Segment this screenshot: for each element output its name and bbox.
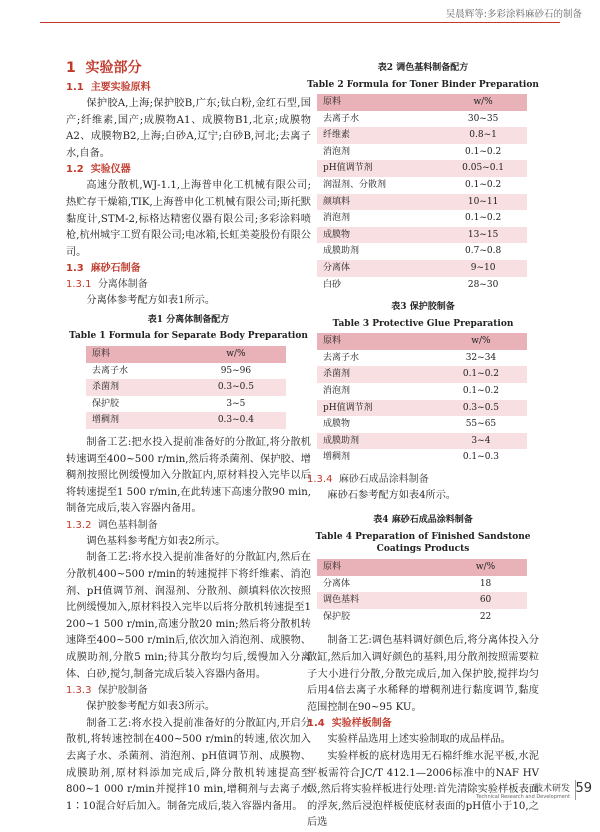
- table-row: [317, 350, 527, 367]
- table-cell: 杀菌剂: [317, 366, 435, 383]
- table-row: [86, 363, 286, 380]
- paragraph-instruments: 高速分散机,WJ-1.1,上海普申化工机械有限公司;热贮存干燥箱,TIK,上海普申化工机械有限公司;斯托默黏度计,STM-2,标格达精密仪器有限公司;多彩涂料喷枪,杭州城宇工贸有限公司;电冰箱,长虹美菱股份有限公司。: [66, 180, 311, 258]
- table1-caption-en: Table 1 Formula for Separate Body Preparation: [69, 331, 308, 342]
- table-cell: 0.1~0.2: [439, 144, 527, 161]
- table-cell: 0.3~0.4: [186, 412, 286, 429]
- table-row: [317, 400, 527, 417]
- table-row: [317, 433, 527, 450]
- table-cell: 28~30: [439, 277, 527, 294]
- paragraph-samples: 实验样品选用上述实验制取的成品样品。: [327, 734, 511, 746]
- table-cell: 消泡剂: [317, 383, 435, 400]
- table-row: [317, 416, 527, 433]
- table-cell: 保护胶: [86, 396, 186, 413]
- table-cell: 消泡剂: [317, 210, 439, 227]
- table-cell: 分离体: [317, 576, 444, 593]
- section-1-3-1-heading: 1.3.1 分离体制备: [66, 279, 148, 291]
- section-1-3-4-heading: 1.3.4 麻砂石成品涂料制备: [307, 473, 429, 485]
- table-row: [317, 260, 527, 277]
- table-cell: 13~15: [439, 227, 527, 244]
- paragraph-table1-ref: 分离体参考配方如表1所示。: [86, 295, 216, 307]
- table3-caption-cn: 表3 保护胶制备: [391, 302, 455, 313]
- table-cell: 22: [444, 609, 527, 626]
- table-cell: 成膜物: [317, 416, 435, 433]
- section-1-1-heading: 1.1 主要实验原料: [66, 82, 151, 93]
- header-rule: [40, 22, 560, 23]
- table-cell: 保护胶: [317, 609, 444, 626]
- table-row: [317, 592, 527, 609]
- table2-caption-en: Table 2 Formula for Toner Binder Preparation: [307, 79, 539, 90]
- journal-name-en: Technical Research and Development: [476, 794, 570, 800]
- table-cell: 白砂: [317, 277, 439, 294]
- table-cell: 增稠剂: [86, 412, 186, 429]
- table-row: [317, 449, 527, 466]
- table-cell: 3~4: [435, 433, 527, 450]
- table-cell: 调色基料: [317, 592, 444, 609]
- table-header-cell: w/%: [435, 333, 527, 350]
- table-cell: 增稠剂: [317, 449, 435, 466]
- paragraph-process-2: 制备工艺:将水投入提前准备好的分散缸内,然后在分散机400~500 r/min的转速搅拌下将纤维素、消泡剂、pH值调节剂、润湿剂、分散剂、颜填料依次按照比例缓慢加入,原材料投入完毕以后将分散机转速提至1 200~1 500 r/min,高速分散20 min;然后将分散机转速降至400~500 r/min后,依次加入消泡剂、成膜物、成膜助剂,分散5 min;待其分散均匀后,缓慢加入分离体、白砂,搅匀,制备完成后装入容器内备用。: [66, 552, 311, 680]
- table-row: [317, 277, 527, 294]
- table-cell: 3~5: [186, 396, 286, 413]
- table4-caption-en: Table 4 Preparation of Finished Sandstone Coatings Products: [315, 531, 531, 555]
- table-cell: 55~65: [435, 416, 527, 433]
- table-header-cell: 原料: [317, 559, 444, 576]
- table-header-cell: 原料: [317, 333, 435, 350]
- table-row: [317, 576, 527, 593]
- section-1-4-heading: 1.4 实验样板制备: [307, 718, 392, 730]
- table-row: [317, 111, 527, 128]
- table-row: [317, 144, 527, 161]
- table-header-row: [317, 559, 527, 576]
- table-cell: 0.3~0.5: [186, 379, 286, 396]
- table-row: [86, 412, 286, 429]
- running-header: 吴晨辉等:多彩涂料麻砂石的制备: [445, 9, 582, 20]
- table-header-cell: w/%: [186, 346, 286, 363]
- table-row: [317, 194, 527, 211]
- table-cell: 成膜助剂: [317, 243, 439, 260]
- table-cell: 0.1~0.2: [435, 366, 527, 383]
- table2: [317, 94, 527, 293]
- table-cell: 0.1~0.3: [435, 449, 527, 466]
- table-cell: 成膜物: [317, 227, 439, 244]
- table-row: [317, 609, 527, 626]
- table-cell: 分离体: [317, 260, 439, 277]
- table-row: [317, 243, 527, 260]
- page-number: 59: [575, 781, 592, 796]
- table-cell: 95~96: [186, 363, 286, 380]
- table-row: [317, 227, 527, 244]
- table-cell: 0.1~0.2: [435, 383, 527, 400]
- table-row: [317, 383, 527, 400]
- table-row: [317, 210, 527, 227]
- journal-name-cn: 技术研发: [533, 784, 570, 794]
- table-cell: 0.05~0.1: [439, 160, 527, 177]
- table-cell: 0.1~0.2: [439, 210, 527, 227]
- table-cell: 0.1~0.2: [439, 177, 527, 194]
- table-cell: 润湿剂、分散剂: [317, 177, 439, 194]
- table-cell: 10~11: [439, 194, 527, 211]
- paragraph-process-4: 制备工艺:调色基料调好颜色后,将分离体投入分散缸,然后加入调好颜色的基料,用分散剂按照需要粒子大小进行分散,分散完成后,加入保护胶,搅拌均匀后用4倍去离子水稀释的增稠剂进行黏度调节,黏度范围控制在90~95 KU。: [307, 635, 539, 713]
- table2-caption-cn: 表2 调色基料制备配方: [377, 63, 469, 73]
- table-row: [317, 160, 527, 177]
- table-cell: 杀菌剂: [86, 379, 186, 396]
- table1-caption-cn: 表1 分离体制备配方: [147, 314, 230, 325]
- right-column: [307, 62, 539, 832]
- table3-caption-en: Table 3 Protective Glue Preparation: [332, 318, 514, 329]
- table3: [317, 333, 527, 466]
- table-cell: pH值调节剂: [317, 160, 439, 177]
- table-cell: 纤维素: [317, 127, 439, 144]
- table-header-row: [86, 346, 286, 363]
- table-row: [317, 127, 527, 144]
- table-cell: 0.8~1: [439, 127, 527, 144]
- table-header-cell: w/%: [439, 94, 527, 111]
- paragraph-table2-ref: 调色基料参考配方如表2所示。: [86, 535, 226, 547]
- table-header-row: [317, 333, 527, 350]
- table-cell: 消泡剂: [317, 144, 439, 161]
- table-cell: 18: [444, 576, 527, 593]
- footer: [476, 781, 592, 800]
- table-cell: 去离子水: [317, 350, 435, 367]
- paragraph-process-3: 制备工艺:将水投入提前准备好的分散缸内,开启分散机,将转速控制在400~500 r/min的转速,依次加入去离子水、杀菌剂、消泡剂、pH值调节剂、成膜物、成膜助剂,原材料添加完成后,降分散机转速提高至800~1 000 r/min并搅拌10 min,增稠剂与去离子水1∶10混合好后加入。制备完成后,装入容器内备用。: [66, 717, 311, 812]
- table-cell: 成膜助剂: [317, 433, 435, 450]
- table-row: [86, 379, 286, 396]
- table-cell: 去离子水: [86, 363, 186, 380]
- table-header-cell: w/%: [444, 559, 527, 576]
- table-row: [86, 396, 286, 413]
- section-1-3-2-heading: 1.3.2 调色基料制备: [66, 519, 158, 531]
- table-cell: 60: [444, 592, 527, 609]
- section-1-2-heading: 1.2 实验仪器: [66, 164, 131, 176]
- table-cell: 32~34: [435, 350, 527, 367]
- paragraph-table3-ref: 保护胶参考配方如表3所示。: [86, 701, 216, 713]
- paragraph-substrate: 实验样板的底材选用无石棉纤维水泥平板,水泥平板需符合JC/T 412.1—2006标准中的NAF HV级,然后将实验样板进行处理:首先清除实验样板表面的浮灰,然后浸泡样板使底材表面的pH值小于10,之后选: [307, 750, 539, 829]
- table-cell: 颜填料: [317, 194, 439, 211]
- table-cell: 0.3~0.5: [435, 400, 527, 417]
- table-header-cell: 原料: [317, 94, 439, 111]
- paragraph-table4-ref: 麻砂石参考配方如表4所示。: [327, 489, 457, 501]
- left-column: [66, 58, 311, 815]
- paragraph-materials: 保护胶A,上海;保护胶B,广东;钛白粉,金红石型,国产;纤维素,国产;成膜物A1、成膜物B1,北京;成膜物A2、成膜物B2,上海;白砂A,辽宁;白砂B,河北;去离子水,自备。: [66, 98, 311, 159]
- table4-caption-cn: 表4 麻砂石成品涂料制备: [373, 515, 473, 526]
- section-1-3-heading: 1.3 麻砂石制备: [66, 263, 141, 275]
- table-row: [317, 177, 527, 194]
- table-header-row: [317, 94, 527, 111]
- table-cell: 去离子水: [317, 111, 439, 128]
- table1: [86, 346, 286, 429]
- table-row: [317, 366, 527, 383]
- section-1-heading: 1 实验部分: [66, 60, 142, 76]
- table-cell: 0.7~0.8: [439, 243, 527, 260]
- table-cell: 30~35: [439, 111, 527, 128]
- table-header-cell: 原料: [86, 346, 186, 363]
- table-cell: pH值调节剂: [317, 400, 435, 417]
- table4: [317, 559, 527, 625]
- paragraph-process-1: 制备工艺:把水投入提前准备好的分散缸,将分散机转速调至400~500 r/min,然后将杀菌剂、保护胶、增稠剂按照比例缓慢加入分散缸内,原材料投入完毕以后将转速提至1 500 r/min,在此转速下高速分散90 min,制备完成后,装入容器内备用。: [66, 436, 311, 515]
- section-1-3-3-heading: 1.3.3 保护胶制备: [66, 685, 148, 697]
- table-cell: 9~10: [439, 260, 527, 277]
